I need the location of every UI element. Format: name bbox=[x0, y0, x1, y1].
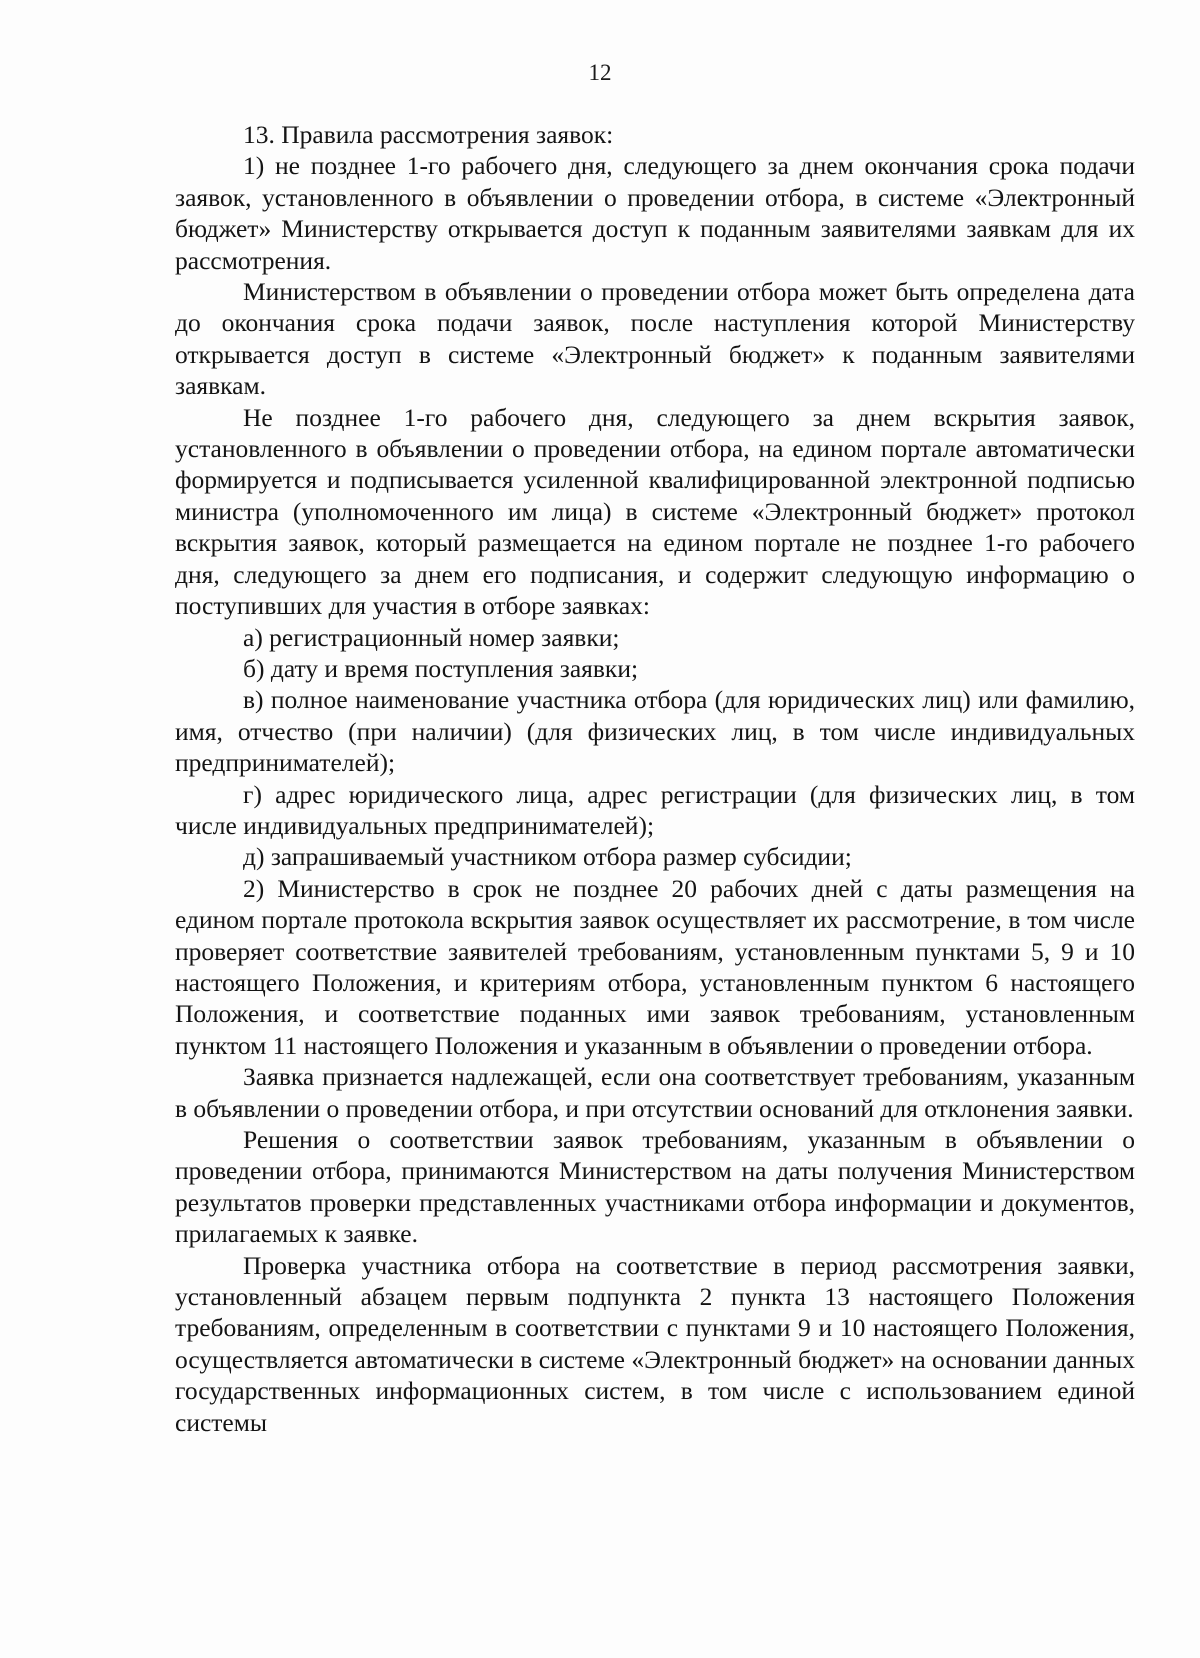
paragraph-subitem-a: а) регистрационный номер заявки; bbox=[243, 622, 620, 652]
paragraph-participant-check: Проверка участника отбора на соответствие в период рассмотрения заявки, установленный абзацем первым подпункта 2 пункта 13 настоящего Положения требованиям, определенным в соответствии с пунктами 9 и 10 настоящего Положения, осуществляется автоматически в системе «Электронный бюджет» на основании данных государственных информационных систем, в том числе с использованием единой системы bbox=[175, 1250, 1135, 1437]
paragraph-opening-protocol: Не позднее 1-го рабочего дня, следующего за днем вскрытия заявок, установленного в объявлении о проведении отбора, на едином портале автоматически формируется и подписывается усиленной квалифицированной электронной подписью министра (уполномоченного им лица) в системе «Электронный бюджет» протокол вскрытия заявок, который размещается на едином портале не позднее 1-го рабочего дня, следующего за днем его подписания, и содержит следующую информацию о поступивших для участия в отборе заявках: bbox=[175, 402, 1135, 621]
paragraph-proper-application: Заявка признается надлежащей, если она соответствует требованиям, указанным в объявлении о проведении отбора, и при отсутствии оснований для отклонения заявки. bbox=[175, 1062, 1135, 1123]
paragraph-item-2: 2) Министерство в срок не позднее 20 рабочих дней с даты размещения на едином портале протокола вскрытия заявок осуществляет их рассмотрение, в том числе проверяет соответствие заявителей требованиям, установленным пунктами 5, 9 и 10 настоящего Положения, и критериям отбора, установленным пунктом 6 настоящего Положения, и соответствие поданных ими заявок требованиям, установленным пунктом 11 настоящего Положения и указанным в объявлении о проведении отбора. bbox=[175, 873, 1135, 1060]
paragraph-item-1: 1) не позднее 1-го рабочего дня, следующего за днем окончания срока подачи заявок, установленного в объявлении о проведении отбора, в системе «Электронный бюджет» Министерству открывается доступ к поданным заявителями заявкам для их рассмотрения. bbox=[175, 151, 1135, 275]
paragraph-subitem-g: г) адрес юридического лица, адрес регистрации (для физических лиц, в том числе индивидуальных предпринимателей); bbox=[175, 779, 1135, 840]
paragraph-compliance-decisions: Решения о соответствии заявок требованиям, указанным в объявлении о проведении отбора, принимаются Министерством на даты получения Министерством результатов проверки представленных участниками отбора информации и документов, прилагаемых к заявке. bbox=[175, 1125, 1135, 1249]
paragraph-ministry-date: Министерством в объявлении о проведении отбора может быть определена дата до окончания срока подачи заявок, после наступления которой Министерству открывается доступ в системе «Электронный бюджет» к поданным заявителями заявкам. bbox=[175, 277, 1135, 401]
page-number: 12 bbox=[588, 60, 612, 85]
paragraph-subitem-d: д) запрашиваемый участником отбора размер субсидии; bbox=[243, 842, 852, 872]
document-body bbox=[175, 119, 1135, 1438]
paragraph-section-13-title: 13. Правила рассмотрения заявок: bbox=[243, 120, 614, 149]
paragraph-subitem-b: б) дату и время поступления заявки; bbox=[243, 653, 639, 683]
paragraph-subitem-v: в) полное наименование участника отбора (для юридических лиц) или фамилию, имя, отчество (при наличии) (для физических лиц, в том числе индивидуальных предпринимателей); bbox=[175, 685, 1135, 778]
